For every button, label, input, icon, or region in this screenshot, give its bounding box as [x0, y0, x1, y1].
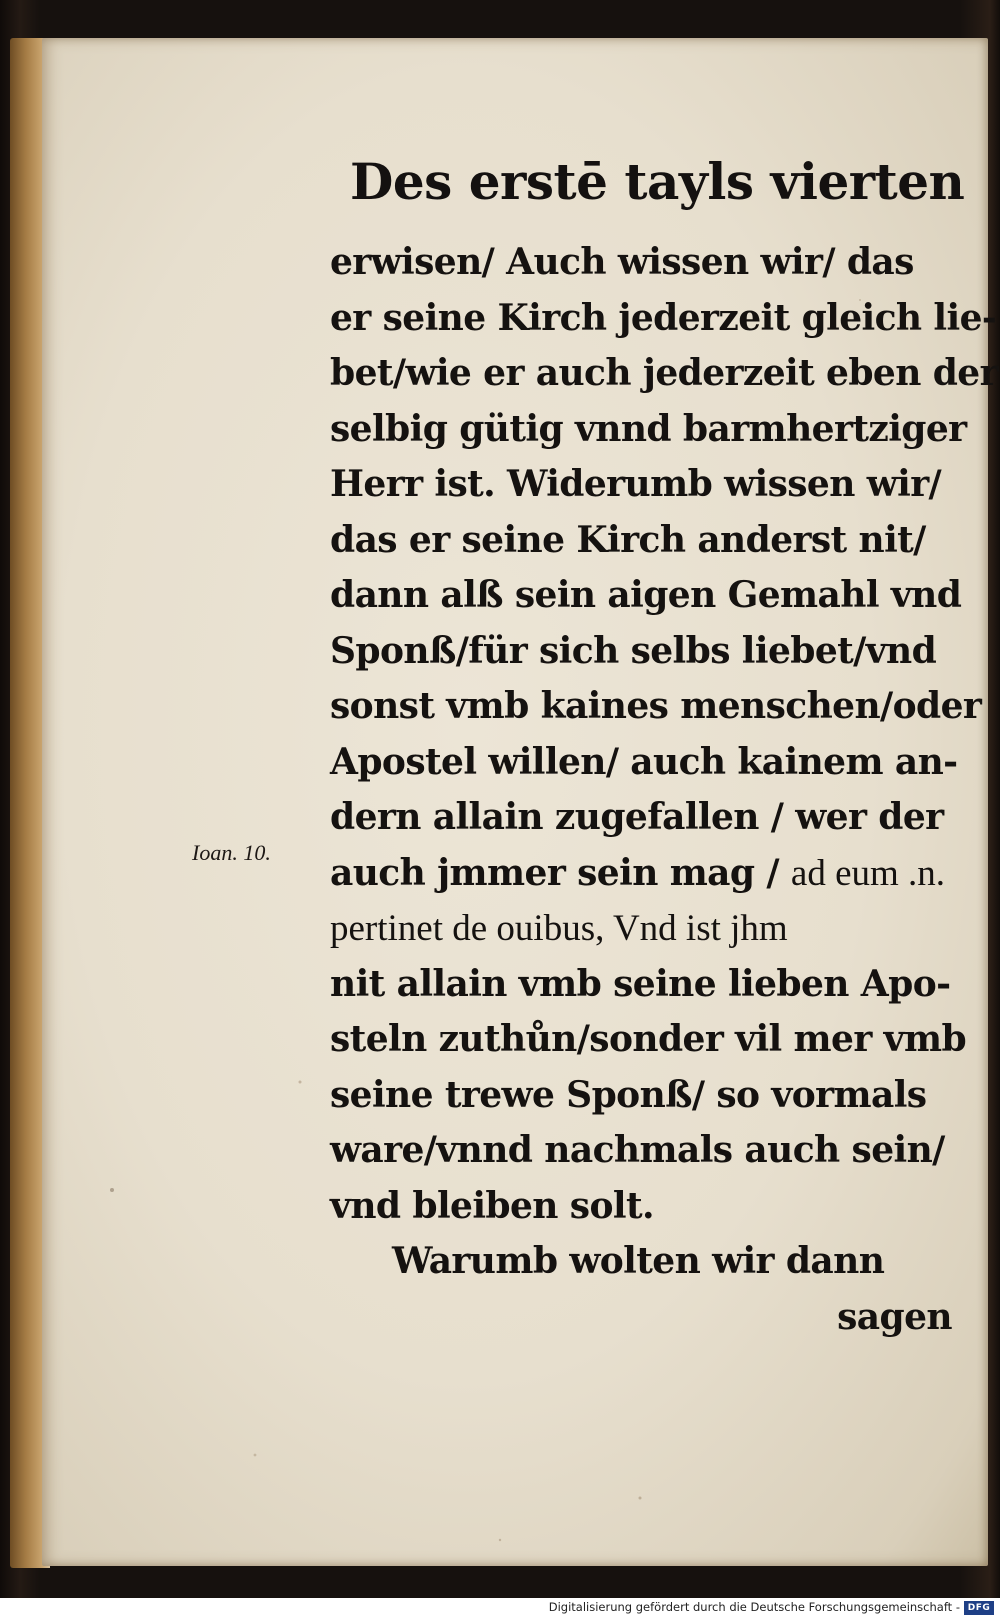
text-line: das er seine Kirch anderst nit/ [330, 518, 926, 561]
text-line: selbig gütig vnnd barmhertziger [330, 407, 967, 450]
text-line: dann alß sein aigen Gemahl vnd [330, 574, 962, 616]
text-line: er seine Kirch jederzeit gleich lie- [330, 296, 997, 339]
text-line: bet/wie er auch jederzeit eben der [330, 352, 998, 394]
latin-inline: ad eum .n. [790, 852, 946, 894]
text-line: sonst vmb kaines menschen/oder [330, 685, 982, 727]
text-line: steln zuthůn/sonder vil mer vmb [330, 1018, 967, 1060]
text-line: vnd bleiben solt. [330, 1184, 654, 1227]
text-line: erwisen/ Auch wissen wir/ das [330, 241, 914, 283]
catchword: sagen [837, 1295, 952, 1338]
text-line-with-latin [330, 846, 970, 902]
margin-note: Ioan. 10. [192, 840, 271, 865]
text-line: seine trewe Sponß/ so vormals [330, 1073, 927, 1116]
dfg-logo: DFG [964, 1601, 994, 1615]
text-fragment: auch jmmer sein mag / [330, 851, 791, 894]
text-line: Warumb wolten wir dann [392, 1240, 885, 1282]
text-line: Herr ist. Widerumb wissen wir/ [330, 463, 942, 505]
running-head: Des erstē tayls vierten [350, 152, 965, 211]
footer-credit: Digitalisierung gefördert durch die Deutsche Forschungsgemeinschaft - [548, 1600, 960, 1614]
text-line: nit allain vmb seine lieben Apo- [330, 962, 951, 1005]
text-line: Sponß/für sich selbs liebet/vnd [330, 629, 937, 672]
latin-fragment: pertinet de ouibus, Vnd ist jhm [330, 908, 788, 949]
text-line: dern allain zugefallen / wer der [330, 796, 944, 838]
text-line: Apostel willen/ auch kainem an- [330, 740, 958, 783]
body-text [330, 235, 998, 1345]
text-line [330, 901, 970, 957]
text-line: ware/vnnd nachmals auch sein/ [330, 1129, 945, 1171]
